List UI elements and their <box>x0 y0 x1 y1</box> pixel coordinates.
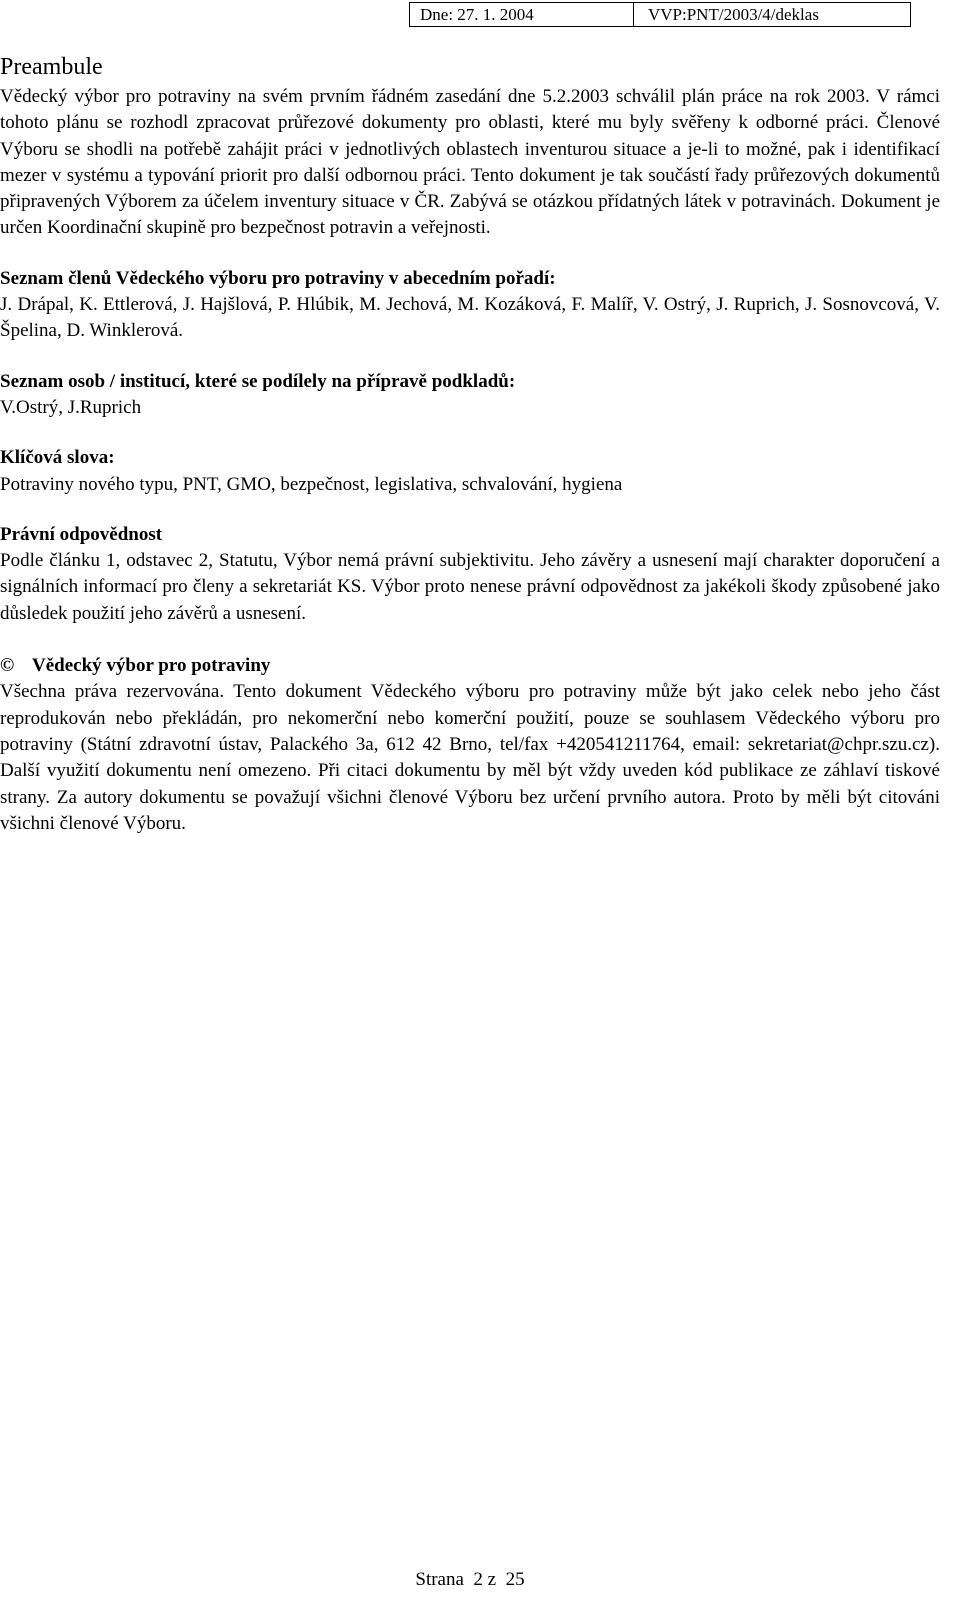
copyright-paragraph: Všechna práva rezervována. Tento dokument Vědeckého výboru pro potraviny může být jako celek nebo jeho část reprodukován nebo překládán, pro nekomerční nebo komerční použití, pouze se souhlasem Vědeckého výboru pro potraviny (Státní zdravotní ústav, Palackého 3a, 612 42 Brno, tel/fax +420541211764, email: sekretariat@chpr.szu.cz). Další využití dokumentu není omezeno. Při citaci dokumentu by měl být vždy uveden kód publikace ze záhlaví tiskové strany. Za autory dokumentu se považují všichni členové Výboru bez určení prvního autora. Proto by měli být citováni všichni členové Výboru. <box>0 681 940 834</box>
copyright-heading <box>0 653 940 679</box>
keywords-list: Potraviny nového typu, PNT, GMO, bezpečnost, legislativa, schvalování, hygiena <box>0 473 623 495</box>
preamble-paragraph: Vědecký výbor pro potraviny na svém prvním řádném zasedání dne 5.2.2003 schválil plán práce na rok 2003. V rámci tohoto plánu se rozhodl zpracovat průřezové dokumenty pro oblasti, které mu byly svěřeny k odborné práci. Členové Výboru se shodli na potřebě zahájit práci v jednotlivých oblastech inventurou situace a je-li to možné, pak i identifikací mezer v systému a typování priorit pro další odbornou práci. Tento dokument je tak součástí řady průřezových dokumentů připravených Výborem za účelem inventury situace v ČR. Zabývá se otázkou přídatných látek v potravinách. Dokument je určen Koordinační skupině pro bezpečnost potravin a veřejnosti. <box>0 86 940 239</box>
copyright-heading-text: Vědecký výbor pro potraviny <box>32 655 271 677</box>
contributors-list: V.Ostrý, J.Ruprich <box>0 396 142 418</box>
page-footer <box>0 1567 940 1593</box>
document-date: Dne: 27. 1. 2004 <box>410 3 634 26</box>
legal-heading: Právní odpovědnost <box>0 523 163 545</box>
page-number: Strana 2 z 25 <box>415 1569 525 1590</box>
copyright-symbol: © <box>0 655 15 677</box>
document-code: VVP:PNT/2003/4/deklas <box>648 5 819 24</box>
keywords-heading: Klíčová slova: <box>0 447 115 469</box>
document-header <box>409 2 911 27</box>
members-heading: Seznam členů Vědeckého výboru pro potraviny v abecedním pořadí: <box>0 267 556 289</box>
members-list: J. Drápal, K. Ettlerová, J. Hajšlová, P. Hlúbik, M. Jechová, M. Kozáková, F. Malíř, V. Ostrý, J. Ruprich, J. Sosnovcová, V. Špelina, D. Winklerová. <box>0 294 940 342</box>
document-body <box>0 50 940 837</box>
contributors-heading: Seznam osob / institucí, které se podílely na přípravě podkladů: <box>0 370 516 392</box>
legal-paragraph: Podle článku 1, odstavec 2, Statutu, Výbor nemá právní subjektivitu. Jeho závěry a usnesení mají charakter doporučení a signálních informací pro členy a sekretariát KS. Výbor proto nenese právní odpovědnost za jakékoli škody způsobené jako důsledek použití jeho závěrů a usnesení. <box>0 550 940 624</box>
preamble-heading: Preambule <box>0 54 103 80</box>
